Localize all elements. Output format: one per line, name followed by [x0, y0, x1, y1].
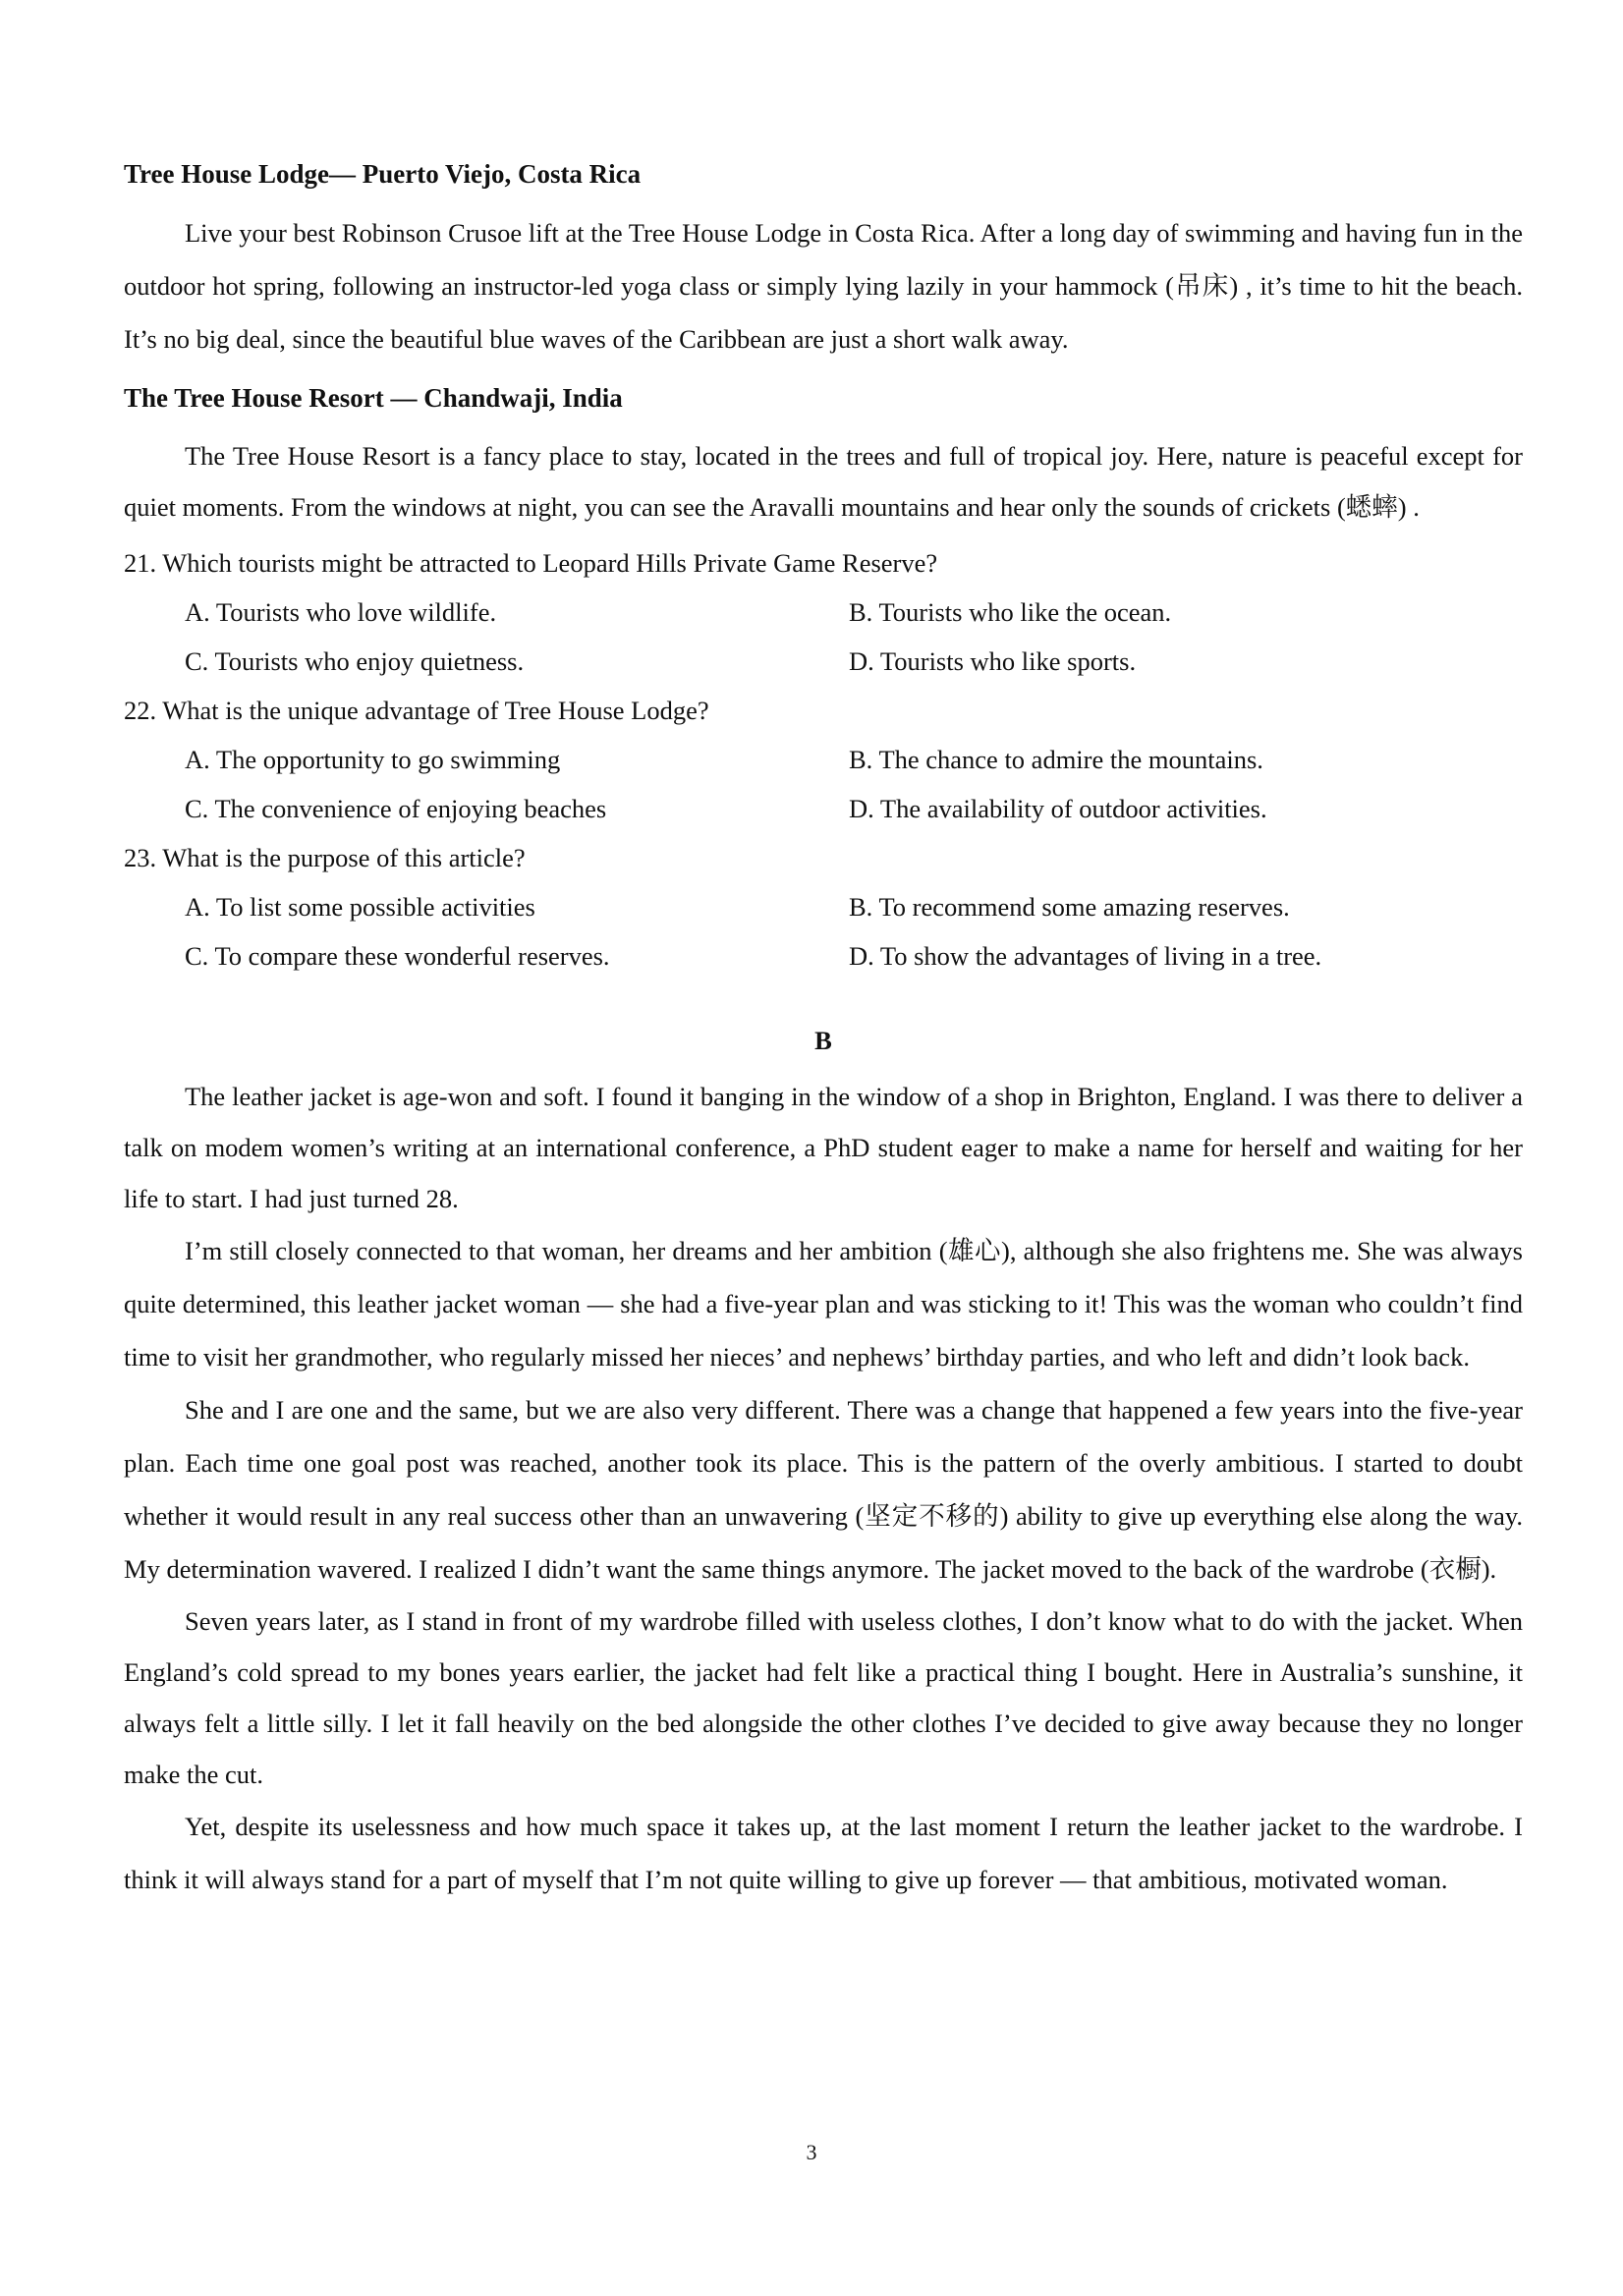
passage-b-paragraph-1: The leather jacket is age-won and soft. I found it banging in the window of a shop in Brighton, England. I was there to deliver a talk on modem women’s writing at an international conference, a PhD student eager to make a name for herself and waiting for her life to start. I had just turned 28. [124, 1082, 1523, 1213]
question-stem: 22. What is the unique advantage of Tree House Lodge? [124, 696, 709, 725]
option-d: D. To show the advantages of living in a tree. [849, 941, 1322, 971]
section-b-title: B [814, 1026, 832, 1055]
exam-page [124, 155, 1523, 1906]
lodge-paragraph: Live your best Robinson Crusoe lift at the Tree House Lodge in Costa Rica. After a long day of swimming and having fun in the outdoor hot spring, following an instructor-led yoga class or simply lying lazily in your hammock (吊床) , it’s time to hit the beach. It’s no big deal, since the beautiful blue waves of the Caribbean are just a short walk away. [124, 218, 1523, 354]
answer-options [124, 888, 1523, 975]
question-stem: 21. Which tourists might be attracted to Leopard Hills Private Game Reserve? [124, 548, 938, 578]
answer-options [124, 741, 1523, 827]
option-a: A. The opportunity to go swimming [185, 745, 561, 774]
option-b: B. The chance to admire the mountains. [849, 745, 1263, 774]
question-stem: 23. What is the purpose of this article? [124, 843, 526, 872]
option-a: A. To list some possible activities [185, 892, 535, 922]
option-c: C. The convenience of enjoying beaches [185, 794, 607, 823]
passage-b-paragraph-5: Yet, despite its uselessness and how much space it takes up, at the last moment I return the leather jacket to the wardrobe. I think it will always stand for a part of myself that I’m not quite willing to give up forever — that ambitious, motivated woman. [124, 1812, 1523, 1894]
option-d: D. Tourists who like sports. [849, 646, 1137, 676]
option-c: C. Tourists who enjoy quietness. [185, 646, 525, 676]
question-23 [124, 839, 1523, 975]
option-c: C. To compare these wonderful reserves. [185, 941, 610, 971]
option-b: B. Tourists who like the ocean. [849, 597, 1172, 627]
passage-b-paragraph-3: She and I are one and the same, but we are also very different. There was a change that happened a few years into the five-year plan. Each time one goal post was reached, another took its place. This is the pattern of the overly ambitious. I started to doubt whether it would result in any real success other than an unwavering (坚定不移的) ability to give up everything else along the way. My determination wavered. I realized I didn’t want the same things anymore. The jacket moved to the back of the wardrobe (衣橱). [124, 1395, 1523, 1584]
resort-heading: The Tree House Resort — Chandwaji, India [124, 383, 623, 413]
resort-paragraph: The Tree House Resort is a fancy place to stay, located in the trees and full of tropical joy. Here, nature is peaceful except for quiet moments. From the windows at night, you can see the Aravalli mountains and hear only the sounds of crickets (蟋蟀) . [124, 441, 1523, 522]
option-d: D. The availability of outdoor activities. [849, 794, 1267, 823]
question-22 [124, 692, 1523, 827]
passage-b-paragraph-4: Seven years later, as I stand in front of my wardrobe filled with useless clothes, I don’t know what to do with the jacket. When England’s cold spread to my bones years earlier, the jacket had felt like a practical thing I bought. Here in Australia’s sunshine, it always felt a little silly. I let it fall heavily on the bed alongside the other clothes I’ve decided to give away because they no longer make the cut. [124, 1606, 1523, 1789]
passage-b-paragraph-2: I’m still closely connected to that woman, her dreams and her ambition (雄心), although she also frightens me. She was always quite determined, this leather jacket woman — she had a five-year plan and was sticking to it! This was the woman who couldn’t find time to visit her grandmother, who regularly missed her nieces’ and nephews’ birthday parties, and who left and didn’t look back. [124, 1236, 1523, 1372]
question-21 [124, 544, 1523, 680]
page-number: 3 [806, 2140, 817, 2164]
answer-options [124, 593, 1523, 680]
option-b: B. To recommend some amazing reserves. [849, 892, 1290, 922]
option-a: A. Tourists who love wildlife. [185, 597, 497, 627]
lodge-heading: Tree House Lodge— Puerto Viejo, Costa Rica [124, 159, 642, 189]
